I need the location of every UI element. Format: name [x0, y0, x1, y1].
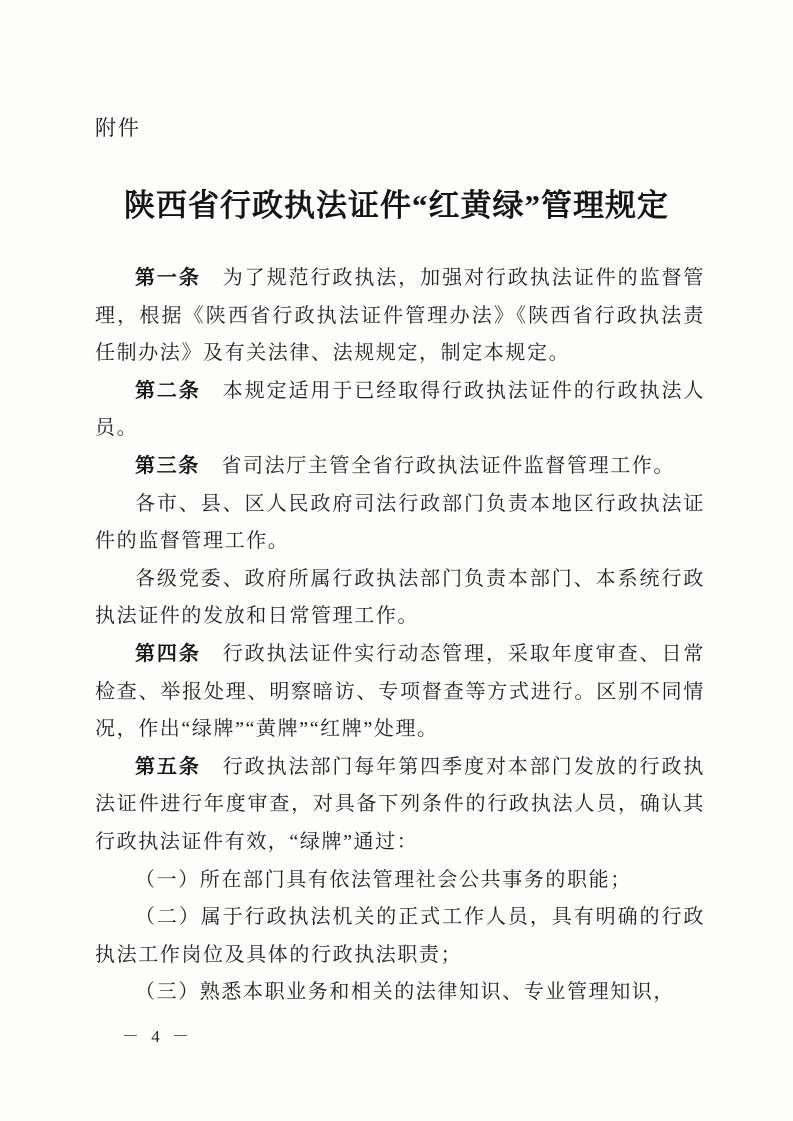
paragraph-text: 行政执法证件实行动态管理，采取年度审查、日常检查、举报处理、明察暗访、专项督查等方式进行。区别不同情况，作出“绿牌”“黄牌”“红牌”处理。 [95, 642, 705, 741]
paragraph-text: 省司法厅主管全省行政执法证件监督管理工作。 [199, 454, 676, 477]
document-body [95, 260, 705, 1012]
paragraph-text: 行政执法部门每年第四季度对本部门发放的行政执法证件进行年度审查，对具备下列条件的行政执法人员，确认其行政执法证件有效，“绿牌”通过： [95, 755, 705, 853]
paragraph [95, 862, 705, 900]
document-title: 陕西省行政执法证件“红黄绿”管理规定 [124, 188, 669, 223]
paragraph-text: 为了规范行政执法，加强对行政执法证件的监督管理，根据《陕西省行政执法证件管理办法》《陕西省行政执法责任制办法》及有关法律、法规规定，制定本规定。 [95, 267, 705, 365]
paragraph [95, 974, 705, 1012]
paragraph [95, 636, 705, 749]
paragraph-text: （三）熟悉本职业务和相关的法律知识、专业管理知识， [135, 981, 675, 1004]
paragraph [95, 561, 705, 636]
article-number: 第三条 [135, 454, 200, 477]
article-number: 第一条 [135, 267, 201, 289]
attachment-label: 附件 [95, 116, 141, 140]
paragraph-text: 本规定适用于已经取得行政执法证件的行政执法人员。 [95, 379, 705, 440]
paragraph [95, 749, 705, 862]
article-number: 第五条 [135, 755, 201, 778]
paragraph [95, 486, 705, 561]
paragraph [95, 899, 705, 974]
article-number: 第二条 [135, 379, 201, 402]
paragraph-text: （一）所在部门具有依法管理社会公共事务的职能； [135, 868, 632, 891]
paragraph [95, 373, 705, 448]
paragraph-text: 各市、县、区人民政府司法行政部门负责本地区行政执法证件的监督管理工作。 [95, 492, 705, 553]
paragraph [95, 260, 705, 373]
paragraph-text: （二）属于行政执法机关的正式工作人员，具有明确的行政执法工作岗位及具体的行政执法职责； [95, 906, 705, 966]
paragraph-text: 各级党委、政府所属行政执法部门负责本部门、本系统行政执法证件的发放和日常管理工作。 [95, 567, 705, 628]
page-number: － 4 － [122, 1027, 193, 1046]
paragraph [95, 448, 705, 486]
article-number: 第四条 [135, 642, 201, 665]
